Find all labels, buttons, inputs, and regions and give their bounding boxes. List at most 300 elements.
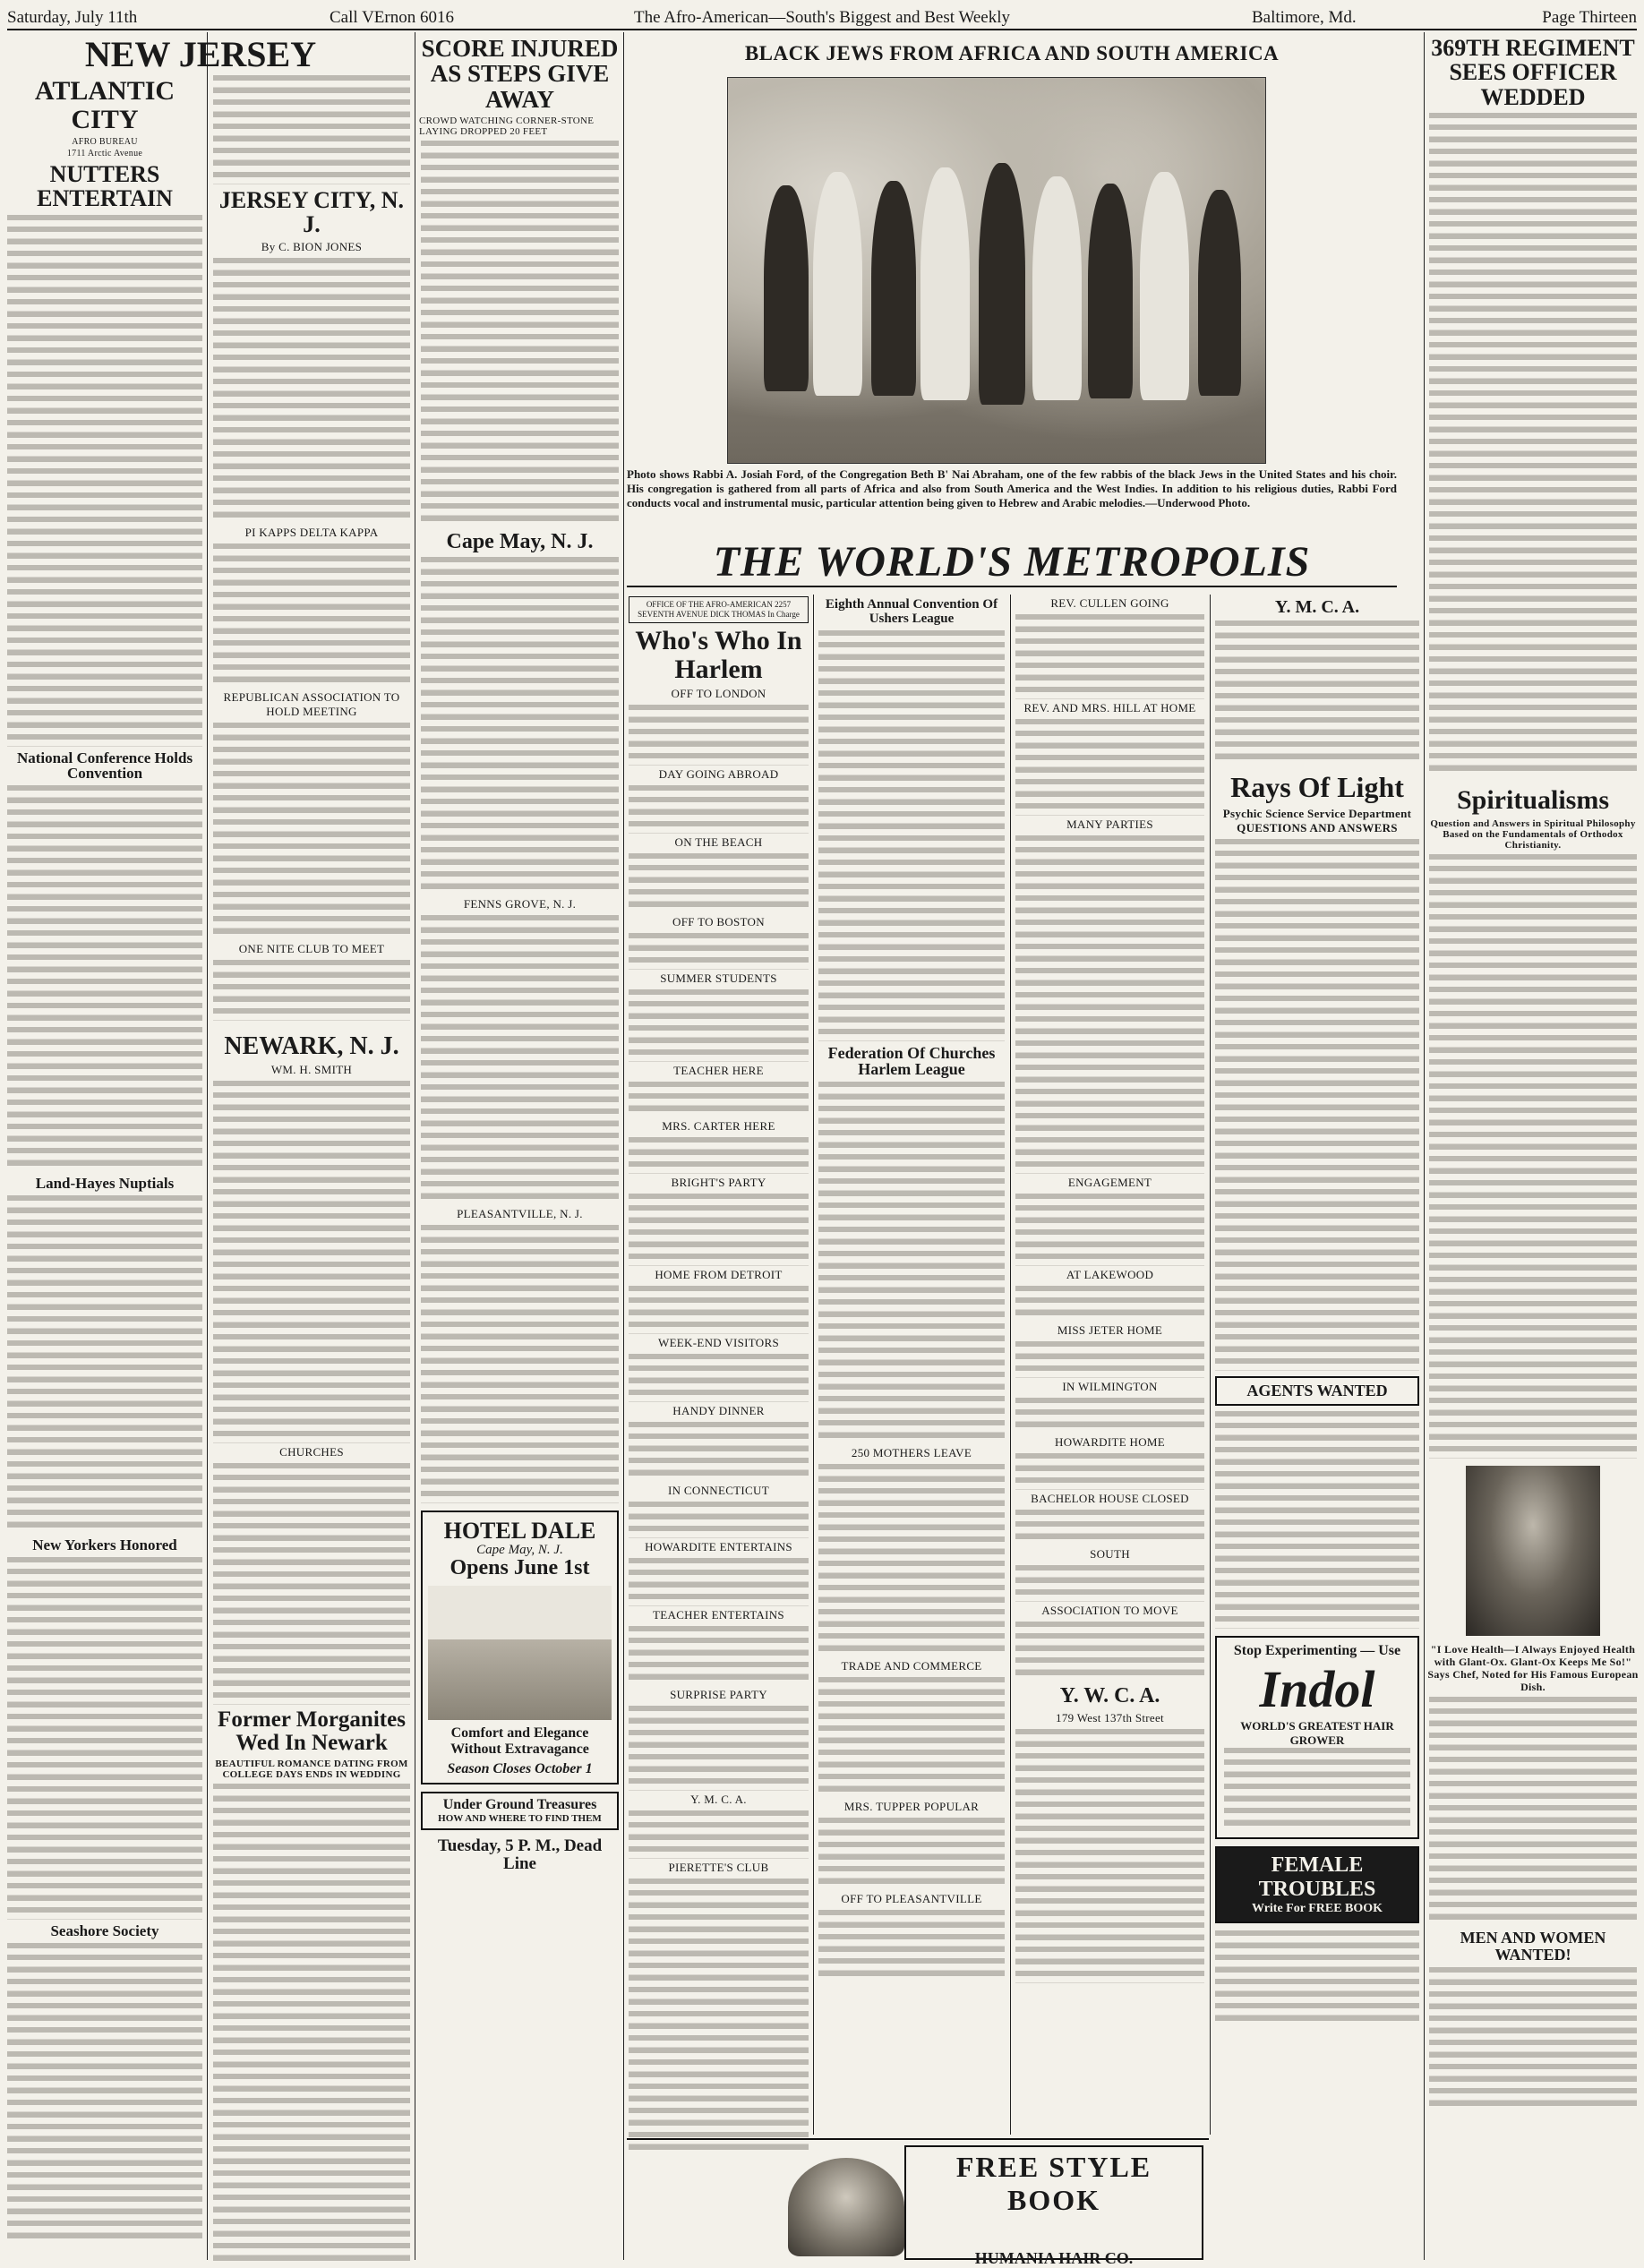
text-line [7,420,202,432]
text-line [1429,1781,1637,1793]
photo-figure [813,172,862,396]
text-line [213,440,410,452]
text-line [629,1194,809,1206]
text-line [7,2221,202,2233]
byline: WM. H. SMITH [270,1062,353,1076]
text-line [1015,1466,1204,1478]
article-subhead: ON THE BEACH [674,834,763,849]
text-line [213,2025,410,2038]
text-line [1429,524,1637,536]
text-line [818,1910,1005,1922]
text-line [421,201,619,214]
text-line [1429,680,1637,693]
article-body [419,557,621,895]
article-body [211,258,412,524]
text-line [7,1738,202,1750]
text-line [818,1725,1005,1738]
text-line [7,1786,202,1799]
text-line [818,1420,1005,1433]
text-line [1215,2016,1419,2028]
text-line [1015,792,1204,804]
article-subhead: MRS. TUPPER POPULAR [843,1800,980,1814]
text-line [7,1195,202,1208]
text-line [213,1347,410,1359]
text-line [213,295,410,307]
article-headline: Eighth Annual Convention Of Ushers League [825,597,998,626]
text-line [421,594,619,606]
text-line [1429,1072,1637,1084]
article-subhead: 250 MOTHERS LEAVE [851,1446,972,1460]
text-line [421,581,619,594]
text-line [7,1401,202,1414]
text-line [213,1475,410,1487]
article-headline: NUTTERS ENTERTAIN [37,161,173,212]
text-line [818,1622,1005,1634]
text-line [1015,980,1204,993]
text-line [421,1431,619,1443]
text-line [1429,1301,1637,1314]
text-line [7,408,202,421]
text-line [1015,1005,1204,1017]
text-line [213,2086,410,2099]
article-subhead: ASSOCIATION TO MOVE [1041,1603,1178,1617]
text-line [213,880,410,893]
column-harlem-notes [1014,595,1206,2135]
article-body [5,1195,204,1534]
text-line [1015,1814,1204,1827]
text-line [213,592,410,604]
text-line [213,2135,410,2147]
text-line [818,1750,1005,1762]
text-line [7,1365,202,1377]
text-line [1429,1241,1637,1254]
text-line [7,1498,202,1511]
text-line [818,1536,1005,1549]
text-line [818,751,1005,764]
text-line [629,797,809,809]
text-line [1215,1274,1419,1287]
text-line [1015,944,1204,956]
text-line [818,1312,1005,1324]
text-line [213,1596,410,1608]
text-line [818,1154,1005,1167]
text-line [213,1965,410,1978]
text-line [629,2059,809,2072]
text-line [421,988,619,1000]
text-line [213,2219,410,2231]
text-line [1015,1862,1204,1875]
text-line [1015,1242,1204,1254]
text-line [421,775,619,787]
text-line [629,1150,809,1162]
text-line [629,1161,809,1174]
text-line [1429,149,1637,161]
text-line [1429,1083,1637,1096]
text-line [213,1668,410,1681]
text-line [1429,766,1637,778]
text-line [421,189,619,201]
text-line [1015,908,1204,920]
text-line [1429,451,1637,464]
text-line [1429,1967,1637,1980]
text-line [629,989,809,1002]
text-line [629,1903,809,1915]
text-line [421,153,619,166]
text-line [1015,1297,1204,1310]
text-line [1215,1556,1419,1569]
text-line [213,664,410,677]
text-line [7,589,202,602]
bureau-address: 1711 Arctic Avenue [66,149,143,158]
text-line [1429,330,1637,343]
text-line [213,1371,410,1383]
text-line [1015,1053,1204,1066]
text-line [213,1262,410,1274]
article-subhead: CHURCHES [279,1444,344,1459]
issue-date: Saturday, July 11th [7,8,138,27]
text-line [7,1702,202,1715]
text-line [1215,1032,1419,1045]
text-line [213,1820,410,1833]
text-line [213,1832,410,1844]
text-line [1015,1218,1204,1230]
hotel-illustration [428,1586,612,1720]
text-line [7,1136,202,1149]
text-line [818,1029,1005,1041]
text-line [213,808,410,820]
photo-figure [1140,172,1189,400]
text-line [1429,1108,1637,1120]
text-line [1429,999,1637,1012]
text-line [213,2170,410,2183]
text-line [213,747,410,759]
article-subhead: SURPRISE PARTY [670,1688,767,1701]
text-line [818,1714,1005,1726]
text-line [629,2096,809,2109]
text-line [213,1880,410,1893]
text-line [1429,584,1637,596]
text-line [818,1818,1005,1830]
text-line [629,1846,809,1859]
column-rule [1424,32,1425,2260]
text-line [818,1323,1005,1336]
text-line [421,1394,619,1407]
text-line [1215,1286,1419,1298]
text-line [7,2027,202,2040]
text-line [1215,984,1419,997]
column-rule [207,32,208,2260]
text-line [629,1754,809,1767]
text-line [818,908,1005,920]
text-line [7,1810,202,1823]
text-line [629,1322,809,1334]
text-line [421,298,619,311]
text-line [818,884,1005,896]
article-subhead: IN WILMINGTON [1062,1379,1158,1393]
text-line [629,1365,809,1378]
text-line [629,717,809,730]
female-troubles-ad [1215,1846,1419,1923]
text-line [629,1662,809,1674]
text-line [7,1474,202,1486]
text-line [7,492,202,505]
text-line [421,443,619,456]
text-line [1429,963,1637,975]
text-line [629,1286,809,1298]
text-line [818,1690,1005,1702]
text-line [629,1890,809,1903]
text-line [629,1730,809,1742]
text-line [818,715,1005,727]
text-line [818,1143,1005,1155]
text-line [1429,1180,1637,1193]
bureau-label: AFRO BUREAU [72,137,138,147]
text-line [421,1310,619,1322]
text-line [1015,803,1204,816]
text-line [1215,1979,1419,1991]
text-line [1215,1189,1419,1202]
text-line [213,451,410,464]
text-line [818,945,1005,957]
text-line [818,896,1005,909]
text-line [1224,1748,1410,1760]
text-line [629,1650,809,1663]
text-line [7,930,202,943]
text-line [1015,1040,1204,1053]
text-line [7,1088,202,1100]
text-line [421,915,619,928]
worlds-metropolis-title: THE WORLD'S METROPOLIS [713,538,1311,586]
text-line [7,698,202,711]
text-line [1429,161,1637,174]
text-line [629,1082,809,1094]
text-line [421,395,619,407]
text-line [1015,1521,1204,1534]
spiritualisms-subheading: Question and Answers in Spiritual Philosophy Based on the Fundamentals of Orthodox Christianity. [1430,817,1636,851]
text-line [629,1242,809,1254]
ad-title: FEMALE TROUBLES [1258,1853,1376,1902]
text-line [421,715,619,727]
photo-figure [979,163,1025,405]
text-line [1015,1310,1204,1322]
text-line [1215,681,1419,694]
text-line [213,1105,410,1117]
text-line [629,902,809,914]
text-line [213,1189,410,1202]
text-line [818,811,1005,824]
text-line [7,432,202,445]
text-line [7,1389,202,1401]
text-line [213,391,410,404]
article-subhead: HOME FROM DETROIT [655,1267,783,1281]
article-subhead: TEACHER HERE [673,1063,764,1077]
text-line [421,492,619,504]
text-line [7,1100,202,1112]
text-line [629,1229,809,1242]
article-headline: Former Morganites Wed In Newark [218,1707,406,1756]
text-line [1429,645,1637,657]
text-line [213,1941,410,1954]
text-line [7,967,202,980]
text-line [7,1280,202,1293]
text-line [421,823,619,835]
article-subhead: TRADE AND COMMERCE [841,1659,982,1673]
text-line [213,1358,410,1371]
text-line [818,1501,1005,1513]
text-line [7,1316,202,1329]
text-line [421,1194,619,1206]
text-line [818,824,1005,836]
photo-figure [871,181,916,396]
text-line [818,1701,1005,1714]
article-body [5,215,204,747]
text-line [213,892,410,904]
text-line [421,666,619,679]
column-ymca [1213,595,1421,2260]
text-line [1429,1023,1637,1036]
text-line [7,882,202,894]
text-line [1015,1422,1204,1434]
text-line [818,1476,1005,1489]
text-line [213,556,410,569]
text-line [7,1991,202,2004]
text-line [629,889,809,902]
text-line [213,500,410,512]
text-line [1215,657,1419,670]
text-line [1015,1137,1204,1150]
text-line [213,2001,410,2014]
text-line [1224,1759,1410,1772]
article-headline: 369TH REGIMENT SEES OFFICER WEDDED [1431,35,1635,110]
ad-title: Under Ground Treasures [442,1796,597,1812]
text-line [213,616,410,629]
text-line [7,979,202,991]
text-line [7,1353,202,1365]
text-line [1015,755,1204,767]
text-line [1215,1068,1419,1081]
text-line [1215,1322,1419,1335]
text-line [421,811,619,824]
text-line [7,1485,202,1498]
text-line [1215,863,1419,876]
text-line [421,1442,619,1455]
text-line [421,1407,619,1419]
text-line [1015,1065,1204,1077]
text-line [1015,968,1204,980]
text-line [818,956,1005,969]
text-line [7,1220,202,1232]
text-line [7,1762,202,1775]
article-subhead: MISS JETER HOME [1057,1323,1163,1337]
article-body [211,960,412,1021]
text-line [1015,1790,1204,1802]
text-line [421,310,619,322]
text-line [1215,911,1419,924]
text-line [421,787,619,800]
style-book-illustration [788,2158,904,2256]
text-line [629,1975,809,1988]
text-line [629,753,809,766]
text-line [213,270,410,283]
text-line [1215,1057,1419,1069]
text-line [1015,1565,1204,1578]
text-line [421,569,619,582]
dateline-city: Baltimore, Md. [1252,8,1357,27]
text-line [7,1955,202,1967]
text-line [421,618,619,630]
text-line [421,503,619,516]
free-style-book-ad [904,2145,1203,2267]
text-line [1429,890,1637,903]
text-line [213,783,410,796]
text-line [1015,719,1204,732]
text-line [213,1237,410,1250]
text-line [7,1557,202,1570]
text-line [1429,1228,1637,1241]
text-line [1015,1622,1204,1634]
ad-tagline: Comfort and Elegance Without Extravagance [450,1725,589,1757]
text-line [1224,1820,1410,1833]
text-line [1015,835,1204,848]
text-line [421,141,619,153]
indol-logo: Indol [1259,1659,1375,1718]
text-line [1429,1374,1637,1386]
text-line [1429,234,1637,246]
text-line [7,1232,202,1245]
text-line [1429,294,1637,306]
text-line [213,2159,410,2171]
text-line [1429,124,1637,137]
text-line [818,655,1005,667]
text-line [7,2148,202,2161]
text-line [7,299,202,312]
text-line [421,1455,619,1468]
text-line [7,1329,202,1341]
text-line [1429,656,1637,669]
text-line [629,1570,809,1582]
text-line [421,642,619,655]
photo-figure [920,167,970,400]
text-line [818,1597,1005,1610]
text-line [629,1470,809,1483]
text-line [7,1437,202,1450]
text-line [1429,1277,1637,1289]
text-line [421,358,619,371]
text-line [1224,1808,1410,1820]
text-line [213,1977,410,1990]
text-line [818,1774,1005,1786]
text-line [213,759,410,772]
text-line [1215,1226,1419,1238]
text-line [629,2048,809,2060]
text-line [818,1263,1005,1276]
ad-maker: HUMANIA HAIR CO. [974,2249,1134,2267]
text-line [7,710,202,723]
text-line [1429,1769,1637,1782]
text-line [7,541,202,553]
text-line [1429,1120,1637,1133]
text-line [1429,1890,1637,1903]
text-line [818,1922,1005,1935]
text-line [7,481,202,493]
article-subhead: REV. AND MRS. HILL AT HOME [1023,700,1196,715]
text-line [7,1461,202,1474]
text-line [818,690,1005,703]
text-line [213,88,410,100]
text-line [1429,2101,1637,2113]
text-line [818,1408,1005,1421]
text-line [1429,1289,1637,1302]
